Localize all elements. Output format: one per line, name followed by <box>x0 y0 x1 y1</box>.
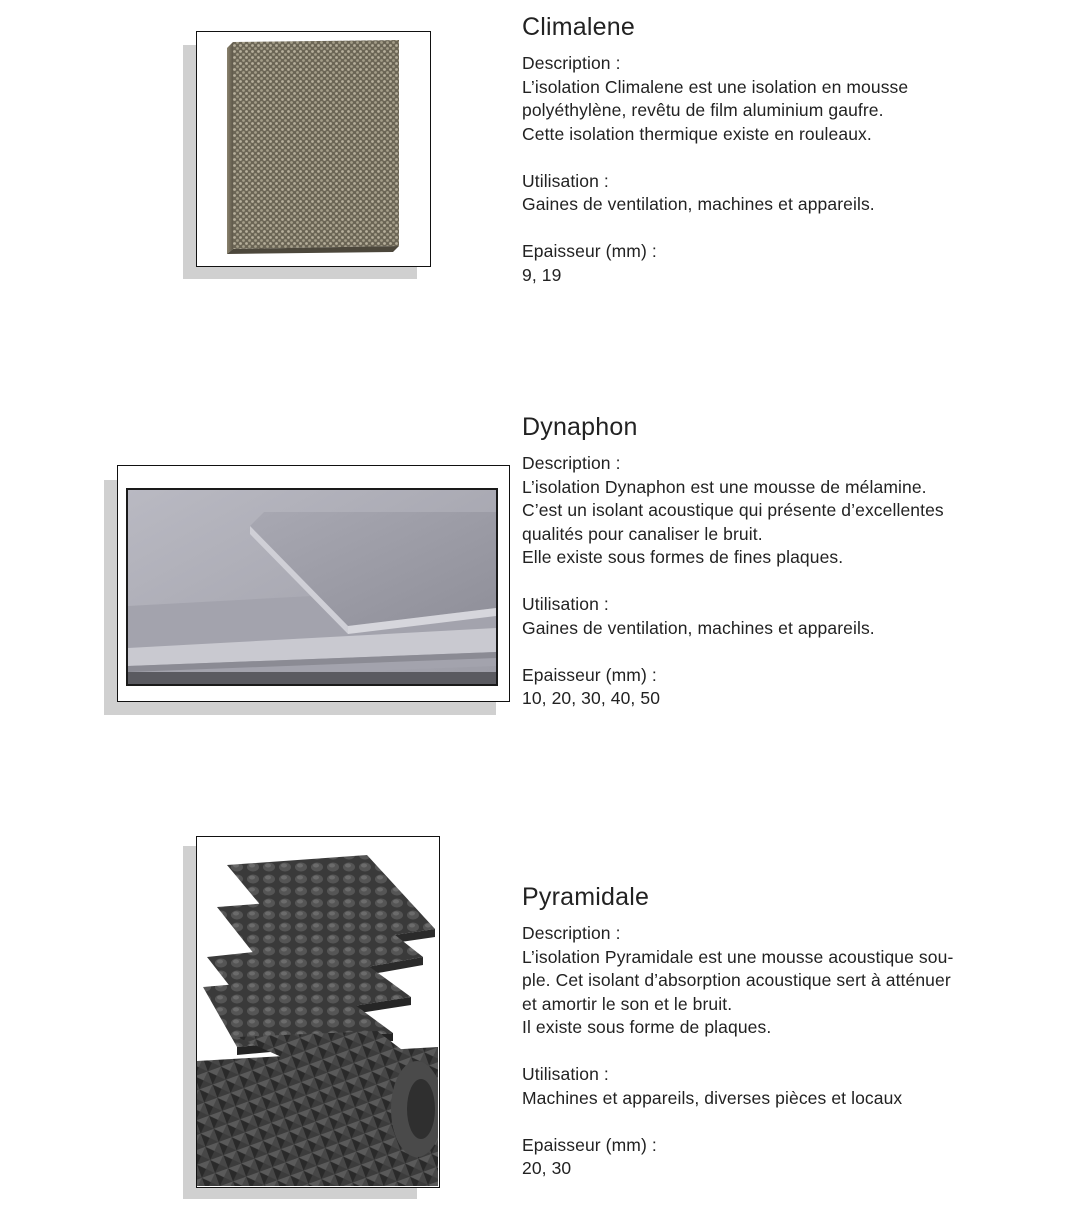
description-label: Description : <box>522 923 621 943</box>
description-label: Description : <box>522 453 621 473</box>
product-image-pyramidale <box>196 836 440 1188</box>
description-line: qualités pour canaliser le bruit. <box>522 523 763 544</box>
description-line: et amortir le son et le bruit. <box>522 993 733 1014</box>
thickness-label: Epaisseur (mm) : <box>522 241 657 261</box>
thickness-label: Epaisseur (mm) : <box>522 664 657 685</box>
product-info-pyramidale <box>522 882 992 1181</box>
description-line: Il existe sous forme de plaques. <box>522 1017 772 1037</box>
description-line: L’isolation Dynaphon est une mousse de mélamine. <box>522 476 927 497</box>
usage-label: Utilisation : <box>522 1064 609 1084</box>
acoustic-foam-illustration <box>197 837 438 1186</box>
thickness-label: Epaisseur (mm) : <box>522 1134 657 1155</box>
description-line: C’est un isolant acoustique qui présente d’excellentes <box>522 500 944 520</box>
usage-label: Utilisation : <box>522 594 609 614</box>
usage-line: Gaines de ventilation, machines et appareils. <box>522 617 875 638</box>
description-label: Description : <box>522 53 621 73</box>
description-line: L’isolation Climalene est une isolation en mousse <box>522 76 909 97</box>
description-line: Elle existe sous formes de fines plaques. <box>522 547 844 567</box>
thickness-value: 9, 19 <box>522 264 562 285</box>
usage-line: Machines et appareils, diverses pièces et locaux <box>522 1087 903 1108</box>
product-title: Climalene <box>522 13 635 41</box>
usage-label: Utilisation : <box>522 170 609 191</box>
thickness-value: 10, 20, 30, 40, 50 <box>522 688 661 708</box>
description-line: Cette isolation thermique existe en rouleaux. <box>522 123 872 144</box>
product-title: Pyramidale <box>522 883 650 911</box>
description-line: L’isolation Pyramidale est une mousse acoustique sou- <box>522 946 954 967</box>
description-line: ple. Cet isolant d’absorption acoustique sert à atténuer <box>522 970 951 990</box>
usage-line: Gaines de ventilation, machines et appareils. <box>522 194 875 214</box>
thickness-value: 20, 30 <box>522 1158 572 1178</box>
product-title: Dynaphon <box>522 413 638 441</box>
description-line: polyéthylène, revêtu de film aluminium gaufre. <box>522 100 884 120</box>
